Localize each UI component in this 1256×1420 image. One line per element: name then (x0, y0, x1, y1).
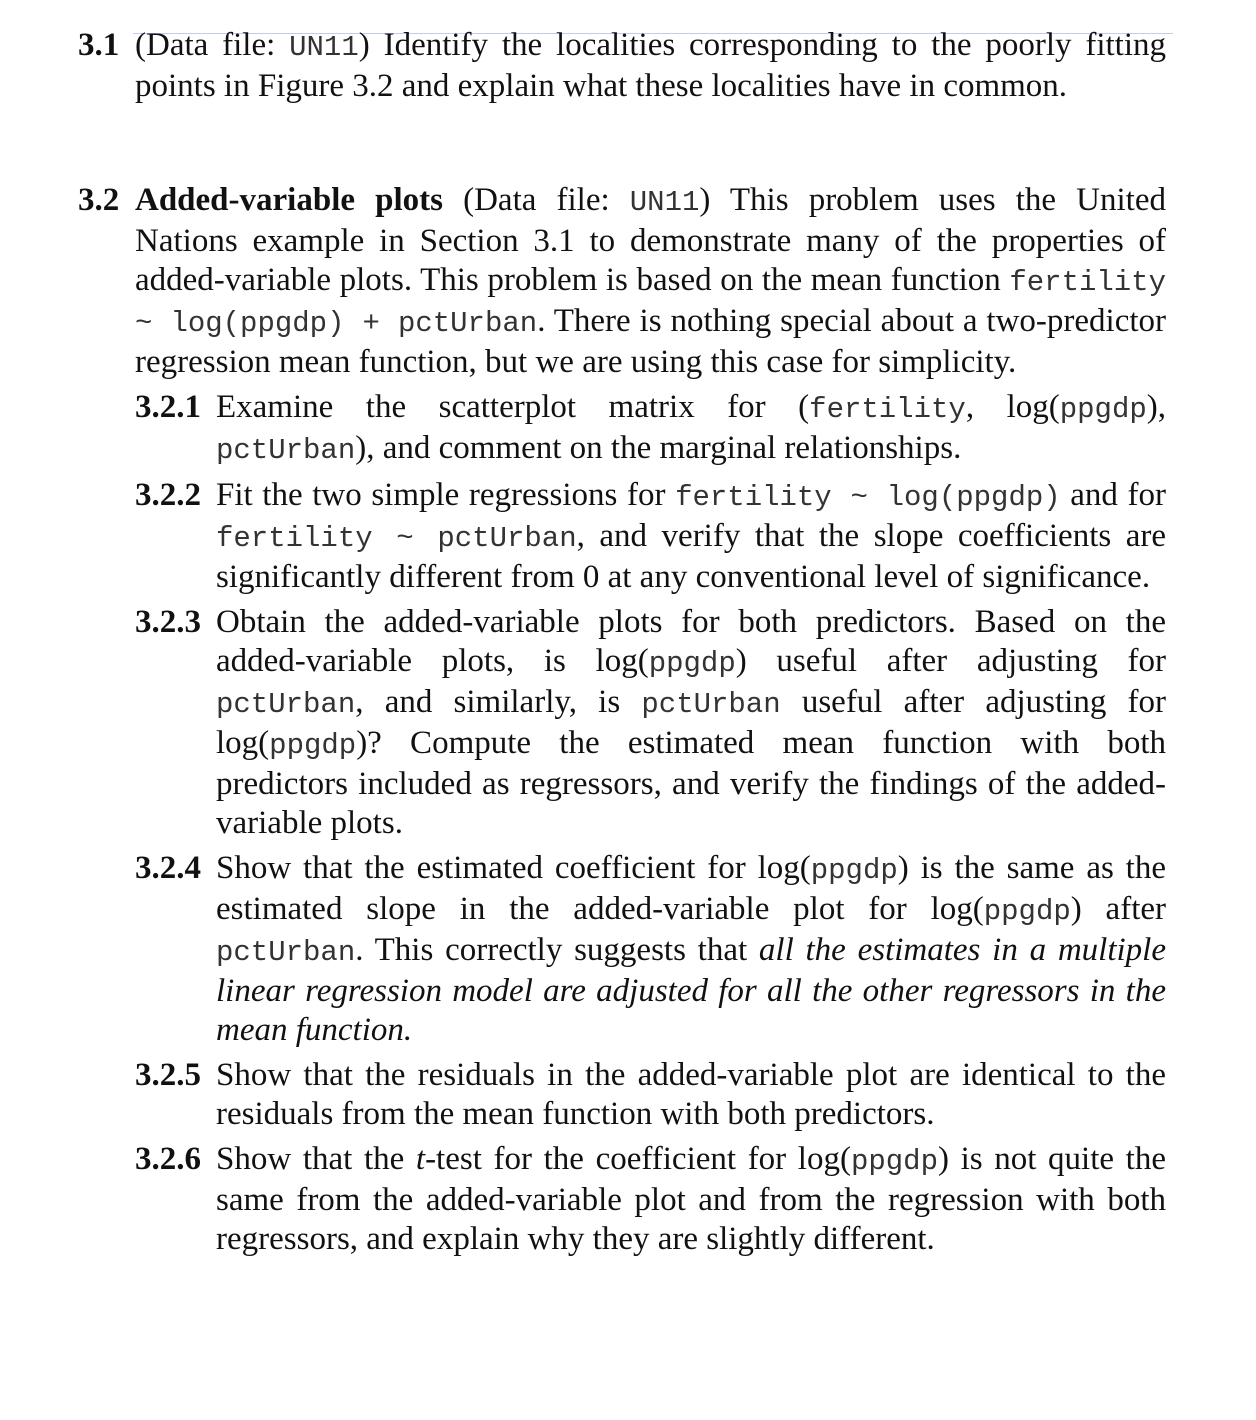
subproblem-text: Examine the scatterplot matrix for (fertility, log(ppgdp), pctUrban), and comment on the marginal relationships. (216, 389, 1166, 467)
subproblem-3-2-2: 3.2.2 Fit the two simple regressions for fertility ~ log(ppgdp) and for fertility ~ pctUrban, and verify that the slope coefficients are significantly different from 0 at any conventional level of significance. (135, 477, 1167, 595)
mean-function-formula: fertility ~ log(ppgdp) + pctUrban (135, 266, 1166, 340)
subproblem-text: Fit the two simple regressions for fertility ~ log(ppgdp) and for fertility ~ pctUrban, and verify that the slope coefficients are significantly different from 0 at any conventional level of significance. (216, 477, 1167, 595)
subproblem-text: Show that the residuals in the added-variable plot are identical to the residuals from the mean function with both predictors. (216, 1057, 1166, 1132)
subproblem-3-2-4: 3.2.4 Show that the estimated coefficient for log(ppgdp) is the same as the estimated slope in the added-variable plot for log(ppgdp) after pctUrban. This correctly suggests that all the estimates in a multiple linear regression model are adjusted for all the other regressors in the mean function. (135, 850, 1166, 1048)
italic-emphasis: all the estimates in a multiple linear regression model are adjusted for all the other regressors in the mean function. (216, 932, 1166, 1048)
subproblem-3-2-5: 3.2.5 Show that the residuals in the added-variable plot are identical to the residuals from the mean function with both predictors. (135, 1057, 1166, 1132)
data-file-code: UN11 (629, 186, 700, 219)
problem-title: Added-variable plots (135, 182, 443, 218)
problem-text: Added-variable plots (Data file: UN11) This problem uses the United Nations example in Section 3.1 to demonstrate many of the properties of added-variable plots. This problem is based on the mean function fertility ~ log(ppgdp) + pctUrban. There is nothing special about a two-predictor regression mean function, but we are using this case for simplicity. (135, 182, 1167, 380)
subproblem-3-2-1: 3.2.1 Examine the scatterplot matrix for (fertility, log(ppgdp), pctUrban), and comment on the marginal relationships. (135, 388, 1166, 470)
subproblem-3-2-3: 3.2.3 Obtain the added-variable plots for both predictors. Based on the added-variable plots, is log(ppgdp) useful after adjusting for pctUrban, and similarly, is pctUrban useful after adjusting for log(ppgdp)? Compute the estimated mean function with both predictors included as regressors, and verify the findings of the added-variable plots. (135, 604, 1166, 841)
problem-text: (Data file: UN11) Identify the localities corresponding to the poorly fitting points in Figure 3.2 and explain what these localities have in common. (135, 27, 1166, 104)
problem-number: 3.1 (78, 27, 120, 63)
subproblem-text: Obtain the added-variable plots for both predictors. Based on the added-variable plots, is log(ppgdp) useful after adjusting for pctUrban, and similarly, is pctUrban useful after adjusting for log(ppgdp)? Compute the estimated mean function with both predictors included as regressors, and verify the findings of the added-variable plots. (216, 604, 1166, 841)
subproblem-text: Show that the estimated coefficient for log(ppgdp) is the same as the estimated slope in the added-variable plot for log(ppgdp) after pctUrban. This correctly suggests that all the estimates in a multiple linear regression model are adjusted for all the other regressors in the mean function. (216, 850, 1166, 1048)
subproblem-text: Show that the t-test for the coefficient for log(ppgdp) is not quite the same from the added-variable plot and from the regression with both regressors, and explain why they are slightly different. (216, 1141, 1166, 1257)
problem-number: 3.2 (78, 182, 120, 218)
problem-3-1 (78, 26, 1166, 106)
data-file-code: UN11 (289, 31, 359, 64)
problem-3-2 (78, 181, 1166, 1259)
subproblem-3-2-6: 3.2.6 Show that the t-test for the coefficient for log(ppgdp) is not quite the same from the added-variable plot and from the regression with both regressors, and explain why they are slightly different. (135, 1141, 1166, 1257)
